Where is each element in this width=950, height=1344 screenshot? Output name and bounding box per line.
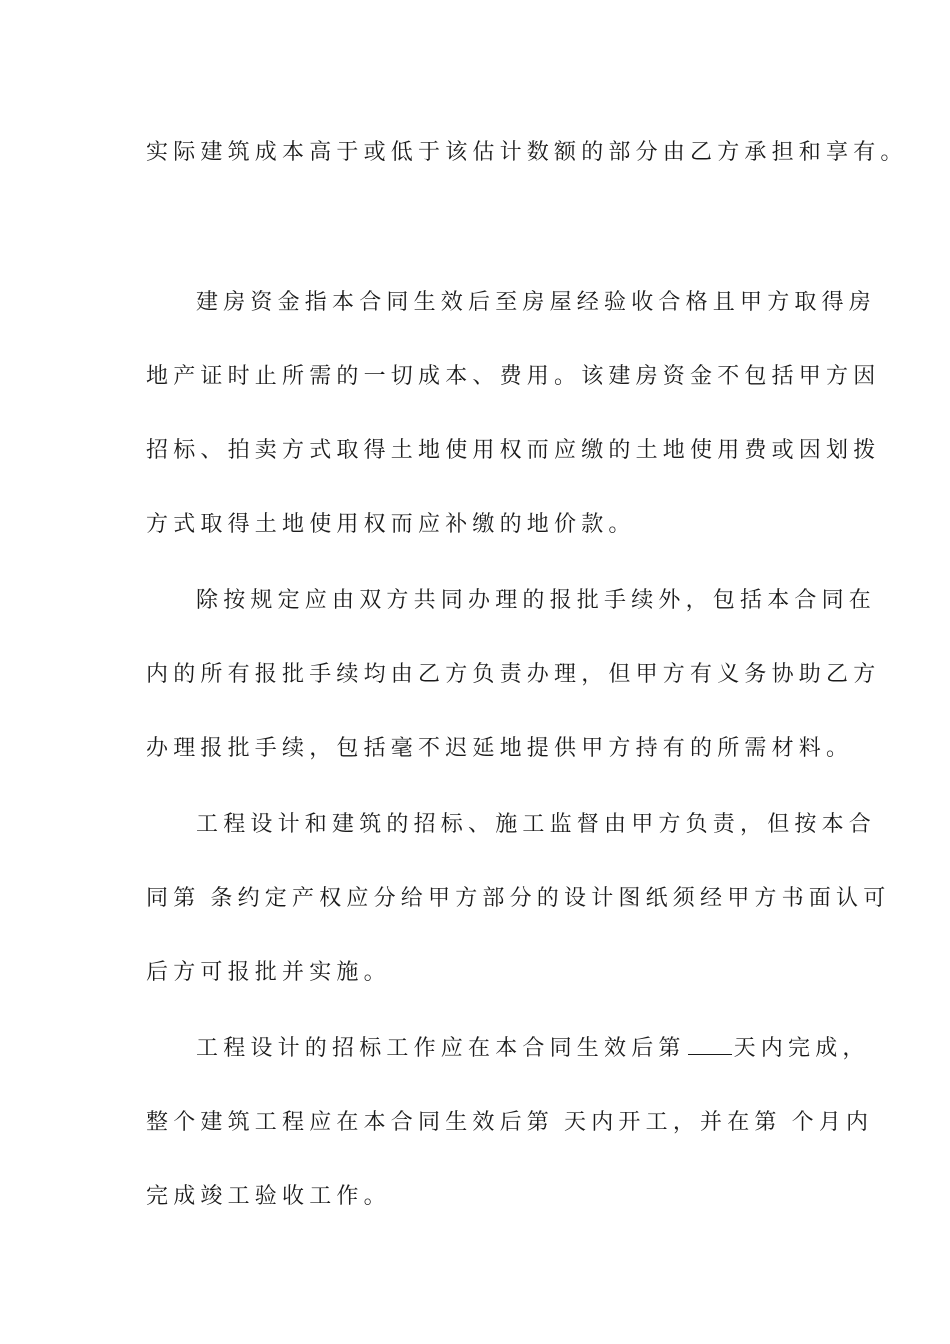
paragraph-line [146, 1108, 874, 1138]
paragraph-line: 实际建筑成本高于或低于该估计数额的部分由乙方承担和享有。 [146, 140, 908, 165]
paragraph-line [196, 1034, 870, 1064]
paragraph-line [146, 884, 891, 914]
paragraph-line: 工程设计和建筑的招标、施工监督由甲方负责，但按本合 [196, 812, 877, 837]
paragraph-line: 除按规定应由双方共同办理的报批手续外，包括本合同在 [196, 588, 877, 613]
text-segment: 工程设计的招标工作应在本合同生效后第 [196, 1036, 686, 1061]
paragraph-line: 完成竣工验收工作。 [146, 1184, 391, 1209]
text-segment: 天内开工，并在第 [564, 1110, 782, 1135]
paragraph-line: 内的所有报批手续均由乙方负责办理，但甲方有义务协助乙方 [146, 662, 881, 687]
text-segment: 整个建筑工程应在本合同生效后第 [146, 1110, 555, 1135]
fill-in-blank [688, 1036, 732, 1055]
paragraph-line: 方式取得土地使用权而应补缴的地价款。 [146, 512, 636, 537]
text-segment: 同第 [146, 886, 201, 911]
text-segment: 个月内 [791, 1110, 874, 1135]
text-segment: 条约定产权应分给甲方部分的设计图纸须经甲方书面认可 [210, 886, 891, 911]
paragraph-line: 建房资金指本合同生效后至房屋经验收合格且甲方取得房 [196, 290, 877, 315]
paragraph-line: 办理报批手续，包括毫不迟延地提供甲方持有的所需材料。 [146, 736, 854, 761]
paragraph-line: 后方可报批并实施。 [146, 960, 391, 985]
paragraph-line: 地产证时止所需的一切成本、费用。该建房资金不包括甲方因 [146, 364, 881, 389]
paragraph-line: 招标、拍卖方式取得土地使用权而应缴的土地使用费或因划拨 [146, 438, 881, 463]
text-segment: 天内完成， [733, 1036, 870, 1061]
